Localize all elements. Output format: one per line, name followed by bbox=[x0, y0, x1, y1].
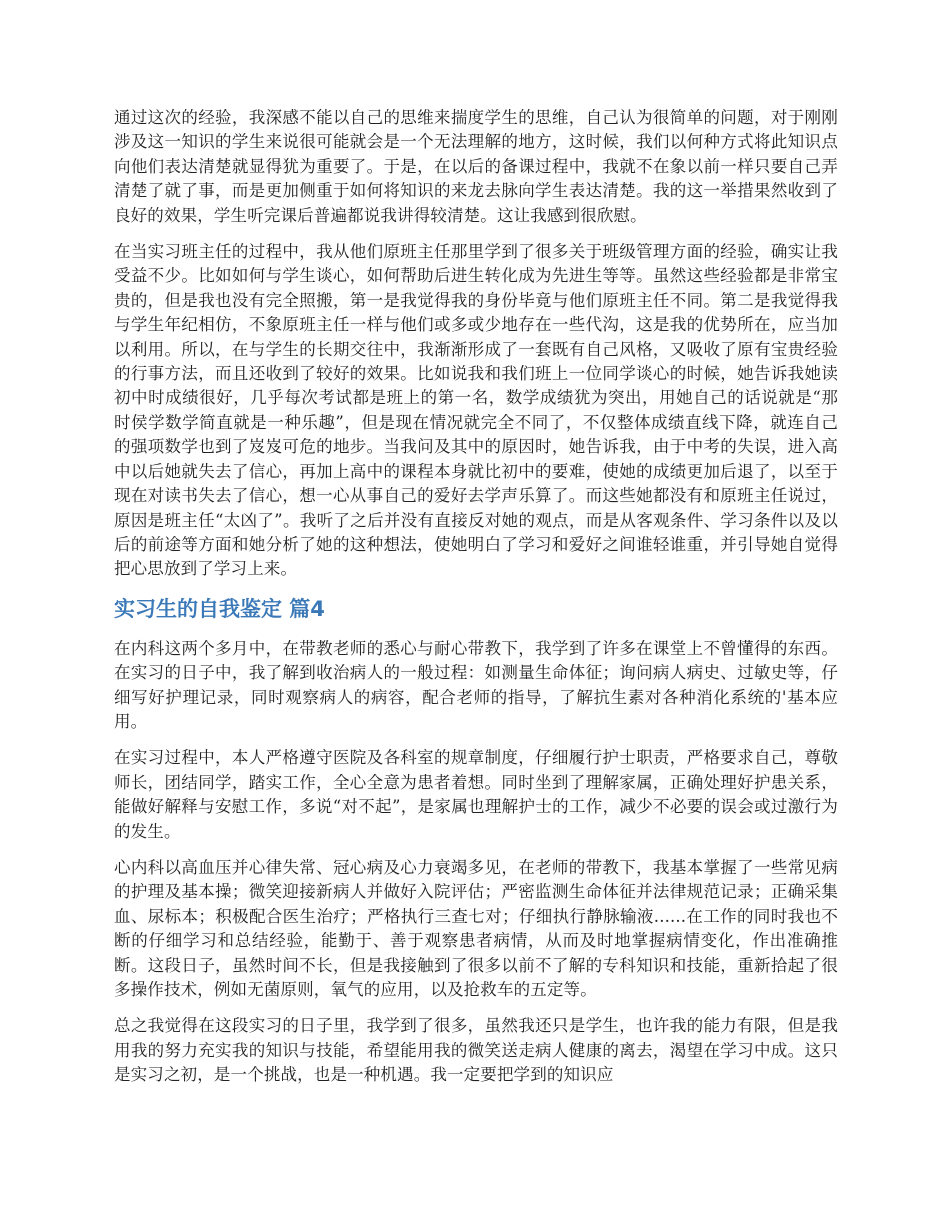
paragraph-class-teacher: 在当实习班主任的过程中，我从他们原班主任那里学到了很多关于班级管理方面的经验，确实让我受益不少。比如如何与学生谈心，如何帮助后进生转化成为先进生等等。虽然这些经验都是非常宝贵的，但是我也没有完全照搬，第一是我觉得我的身份毕竟与他们原班主任不同。第二是我觉得我与学生年纪相仿，不象原班主任一样与他们或多或少地存在一些代沟，这是我的优势所在，应当加以利用。所以，在与学生的长期交往中，我渐渐形成了一套既有自己风格，又吸收了原有宝贵经验的行事方法，而且还收到了较好的效果。比如说我和我们班上一位同学谈心的时候，她告诉我她读初中时成绩很好，几乎每次考试都是班上的第一名，数学成绩犹为突出，用她自己的话说就是“那时侯学数学简直就是一种乐趣”，但是现在情况就完全不同了，不仅整体成绩直线下降，就连自己的强项数学也到了岌岌可危的地步。当我问及其中的原因时，她告诉我，由于中考的失误，进入高中以后她就失去了信心，再加上高中的课程本身就比初中的要难，使她的成绩更加后退了，以至于现在对读书失去了信心，想一心从事自己的爱好去学声乐算了。而这些她都没有和原班主任说过，原因是班主任“太凶了”。我听了之后并没有直接反对她的观点，而是从客观条件、学习条件以及以后的前途等方面和她分析了她的这种想法，使她明白了学习和爱好之间谁轻谁重，并引导她自觉得把心思放到了学习上来。 bbox=[114, 242, 838, 579]
paragraph-experience: 通过这次的经验，我深感不能以自己的思维来揣度学生的思维，自己认为很简单的问题，对于刚刚涉及这一知识的学生来说很可能就会是一个无法理解的地方，这时候，我们以何种方式将此知识点向他们表达清楚就显得犹为重要了。于是，在以后的备课过程中，我就不在象以前一样只要自己弄清楚了就了事，而是更加侧重于如何将知识的来龙去脉向学生表达清楚。我的这一举措果然收到了良好的效果，学生听完课后普遍都说我讲得较清楚。这让我感到很欣慰。 bbox=[114, 108, 838, 225]
paragraph-cardiology: 心内科以高血压并心律失常、冠心病及心力衰竭多见，在老师的带教下，我基本掌握了一些常见病的护理及基本操；微笑迎接新病人并做好入院评估；严密监测生命体征并法律规范记录；正确采集血、尿标本；积极配合医生治疗；严格执行三查七对；仔细执行静脉输液......在工作的同时我也不断的仔细学习和总结经验，能勤于、善于观察患者病情，从而及时地掌握病情变化，作出准确推断。这段日子，虽然时间不长，但是我接触到了很多以前不了解的专科知识和技能，重新拾起了很多操作技术，例如无菌原则，氧气的应用，以及抢救车的五定等。 bbox=[114, 857, 838, 999]
paragraph-rules: 在实习过程中，本人严格遵守医院及各科室的规章制度，仔细履行护士职责，严格要求自己，尊敬师长，团结同学，踏实工作，全心全意为患者着想。同时坐到了理解家属，正确处理好护患关系，能做好解释与安慰工作，多说“对不起”，是家属也理解护士的工作，减少不必要的误会或过激行为的发生。 bbox=[114, 748, 838, 841]
section-heading: 实习生的自我鉴定 篇4 bbox=[114, 596, 325, 621]
paragraph-summary: 总之我觉得在这段实习的日子里，我学到了很多，虽然我还只是学生，也许我的能力有限，但是我用我的努力充实我的知识与技能，希望能用我的微笑送走病人健康的离去，渴望在学习中成。这只是实习之初，是一个挑战，也是一种机遇。我一定要把学到的知识应 bbox=[114, 1016, 838, 1085]
paragraph-internal-medicine: 在内科这两个多月中，在带教老师的悉心与耐心带教下，我学到了许多在课堂上不曾懂得的东西。在实习的日子中，我了解到收治病人的一般过程：如测量生命体征；询问病人病史、过敏史等，仔细写好护理记录，同时观察病人的病容，配合老师的指导，了解抗生素对各种消化系统的'基本应用。 bbox=[114, 638, 838, 731]
document-page bbox=[114, 106, 838, 1100]
